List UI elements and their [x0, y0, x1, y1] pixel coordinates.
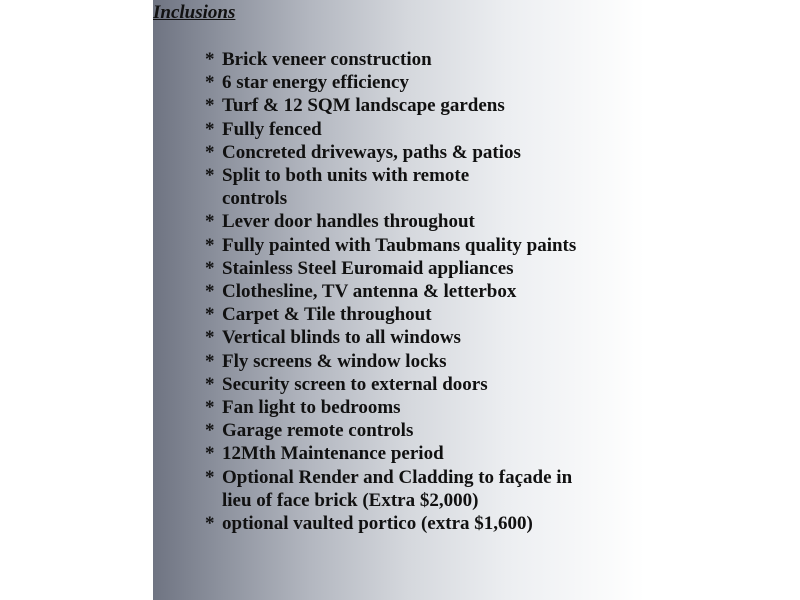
bullet-marker: *	[205, 304, 215, 326]
list-item-text: Garage remote controls	[222, 420, 414, 442]
list-item-text: Vertical blinds to all windows	[222, 327, 461, 349]
bullet-marker: *	[205, 281, 215, 303]
list-item	[205, 350, 576, 373]
list-item-text: 12Mth Maintenance period	[222, 443, 444, 465]
list-item-text: Turf & 12 SQM landscape gardens	[222, 95, 505, 117]
bullet-marker: *	[205, 72, 215, 94]
bullet-marker: *	[205, 327, 215, 349]
bullet-marker: *	[205, 141, 215, 163]
bullet-marker: *	[205, 420, 215, 442]
list-item-text: Brick veneer construction	[222, 49, 432, 70]
list-item	[205, 234, 576, 257]
bullet-marker: *	[205, 466, 215, 488]
list-item	[205, 303, 576, 326]
list-item	[205, 442, 576, 465]
list-item	[205, 48, 576, 71]
list-item-text: Lever door handles throughout	[222, 211, 475, 233]
list-item-text: Fully painted with Taubmans quality paints	[222, 234, 577, 256]
inclusions-list	[205, 48, 576, 535]
list-item	[205, 71, 576, 94]
bullet-marker: *	[205, 118, 215, 140]
list-item	[205, 141, 576, 164]
bullet-marker: *	[205, 443, 215, 465]
bullet-marker: *	[205, 211, 215, 233]
list-item	[205, 512, 576, 535]
list-item-text: Clothesline, TV antenna & letterbox	[222, 281, 517, 303]
list-item	[205, 164, 576, 210]
list-item-text: 6 star energy efficiency	[222, 72, 409, 94]
bullet-marker: *	[205, 234, 215, 256]
list-item	[205, 373, 576, 396]
list-item	[205, 280, 576, 303]
list-item-text: Concreted driveways, paths & patios	[222, 141, 521, 163]
list-item-text: Fan light to bedrooms	[222, 397, 401, 419]
bullet-marker: *	[205, 397, 215, 419]
inclusions-heading: Inclusions	[153, 2, 236, 23]
list-item	[205, 396, 576, 419]
list-item-text: Optional Render and Cladding to façade in lieu of face brick (Extra $2,000)	[222, 466, 573, 511]
list-item	[205, 210, 576, 233]
bullet-marker: *	[205, 257, 215, 279]
bullet-marker: *	[205, 49, 215, 70]
list-item	[205, 326, 576, 349]
bullet-marker: *	[205, 513, 215, 535]
bullet-marker: *	[205, 95, 215, 117]
list-item-text: Fully fenced	[222, 118, 322, 140]
bullet-marker: *	[205, 350, 215, 372]
list-item-text: Security screen to external doors	[222, 373, 488, 395]
list-item-text: Fly screens & window locks	[222, 350, 447, 372]
bullet-marker: *	[205, 373, 215, 395]
list-item-text: Carpet & Tile throughout	[222, 304, 432, 326]
list-item-text: optional vaulted portico (extra $1,600)	[222, 513, 533, 535]
list-item-text: Stainless Steel Euromaid appliances	[222, 257, 514, 279]
list-item	[205, 419, 576, 442]
bullet-marker: *	[205, 165, 215, 187]
list-item	[205, 257, 576, 280]
list-item-text: Split to both units with remote controls	[222, 165, 470, 210]
list-item	[205, 94, 576, 117]
list-item	[205, 118, 576, 141]
inclusions-panel	[153, 0, 645, 600]
list-item	[205, 466, 576, 512]
